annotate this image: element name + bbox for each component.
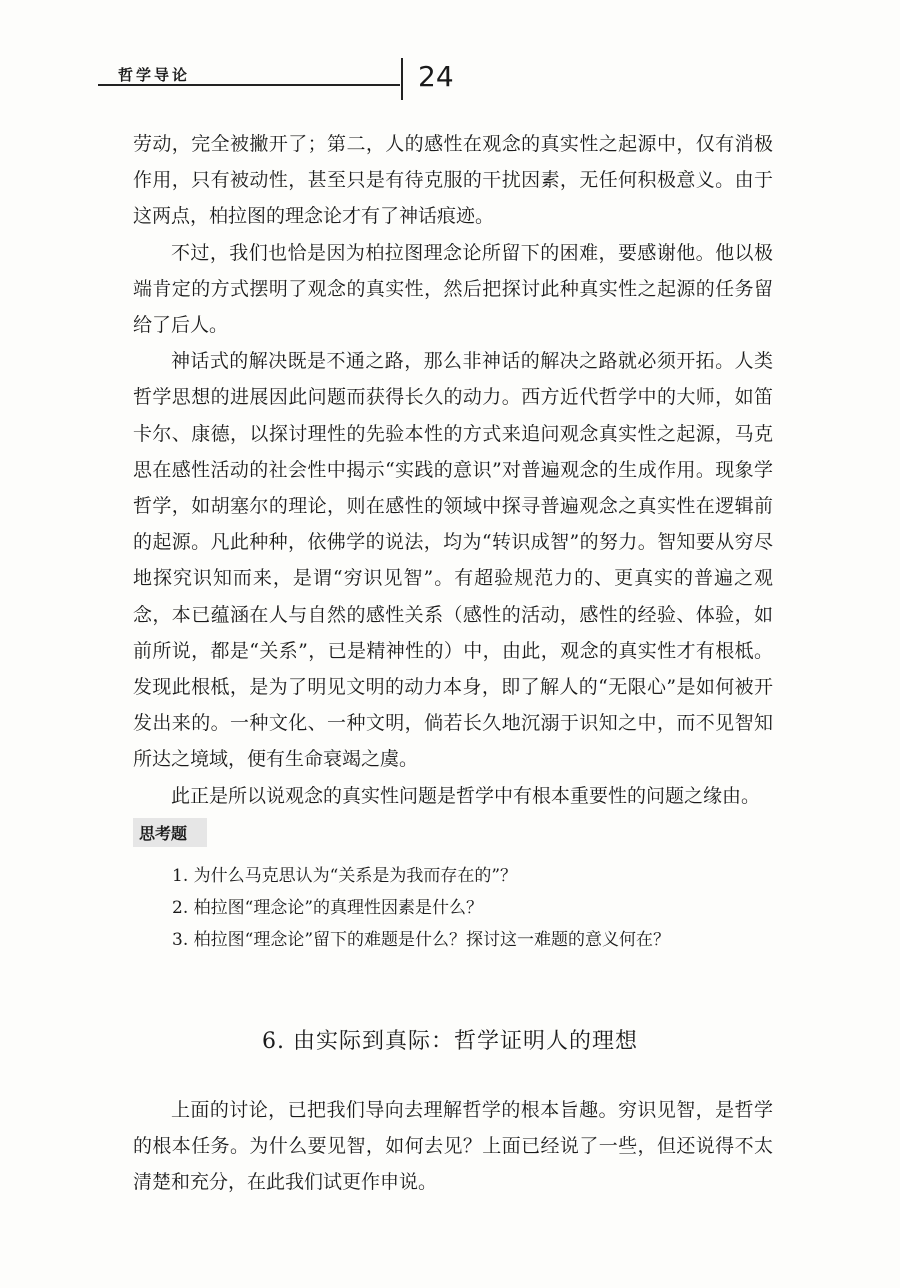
section-heading: 6. 由实际到真际：哲学证明人的理想: [262, 1029, 638, 1054]
body-text: [133, 126, 773, 814]
page-number: 24: [418, 60, 454, 93]
paragraph-4: 此正是所以说观念的真实性问题是哲学中有根本重要性的问题之缘由。: [171, 784, 761, 807]
paragraph-3: 神话式的解决既是不通之路，那么非神话的解决之路就必须开拓。人类哲学思想的进展因此问题而获得长久的动力。西方近代哲学中的大师，如笛卡尔、康德，以探讨理性的先验本性的方式来追问观念真实性之起源，马克思在感性活动的社会性中揭示“实践的意识”对普遍观念的生成作用。现象学哲学，如胡塞尔的理论，则在感性的领域中探寻普遍观念之真实性在逻辑前的起源。凡此种种，依佛学的说法，均为“转识成智”的努力。智知要从穷尽地探究识知而来，是谓“穷识见智”。有超验规范力的、更真实的普遍之观念，本已蕴涵在人与自然的感性关系（感性的活动，感性的经验、体验，如前所说，都是“关系”，已是精神性的）中，由此，观念的真实性才有根柢。发现此根柢，是为了明见文明的动力本身，即了解人的“无限心”是如何被开发出来的。一种文化、一种文明，倘若长久地沉溺于识知之中，而不见智知所达之境域，便有生命衰竭之虞。: [133, 350, 773, 771]
paragraph-1: 劳动，完全被撇开了；第二，人的感性在观念的真实性之起源中，仅有消极作用，只有被动性，甚至只是有待克服的干扰因素，无任何积极意义。由于这两点，柏拉图的理念论才有了神话痕迹。: [133, 133, 773, 228]
paragraph-2: 不过，我们也恰是因为柏拉图理念论所留下的困难，要感谢他。他以极端肯定的方式摆明了观念的真实性，然后把探讨此种真实性之起源的任务留给了后人。: [133, 241, 773, 337]
question-item: 1. 为什么马克思认为“关系是为我而存在的”？: [172, 866, 518, 886]
header-rule: [98, 84, 400, 86]
section-body: [133, 1092, 773, 1201]
question-item: 3. 柏拉图“理念论”留下的难题是什么？探讨这一难题的意义何在？: [172, 930, 671, 950]
header-divider: [401, 58, 403, 100]
question-list: [172, 860, 792, 956]
book-title: 哲学导论: [118, 66, 191, 84]
questions-label: 思考题: [133, 818, 207, 847]
running-header: [98, 58, 818, 104]
question-item: 2. 柏拉图“理念论”的真理性因素是什么？: [172, 898, 484, 918]
section-paragraph: 上面的讨论，已把我们导向去理解哲学的根本旨趣。穷识见智，是哲学的根本任务。为什么要见智，如何去见？上面已经说了一些，但还说得不太清楚和充分，在此我们试更作申说。: [133, 1099, 773, 1194]
